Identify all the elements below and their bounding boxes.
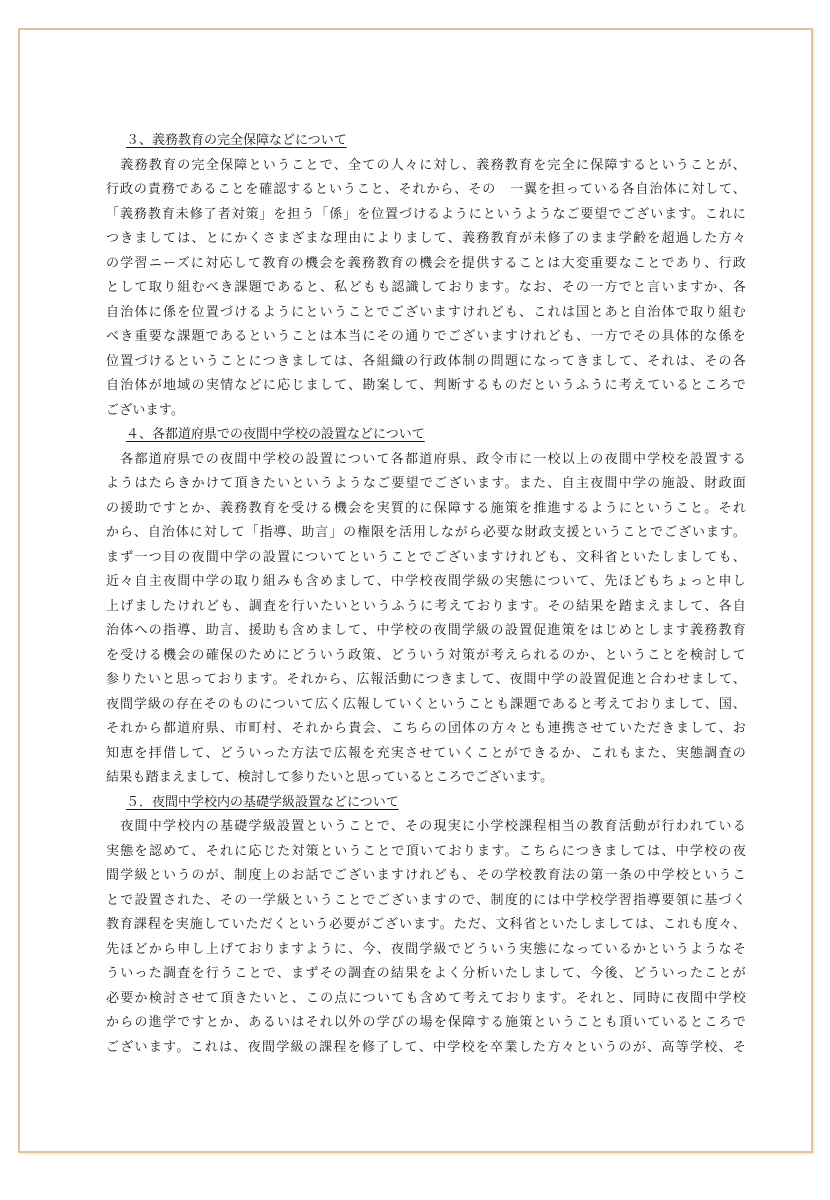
paragraph-line: べき重要な課題であるということは本当にその通りでございますけれども、一方でその具体的な係を xyxy=(106,329,746,344)
paragraph-line: 上げましたけれども、調査を行いたいというふうに考えております。その結果を踏まえまして、各自 xyxy=(106,598,746,614)
section-heading-text: ３、義務教育の完全保障などについて xyxy=(126,133,347,148)
paragraph-line: を受ける機会の確保のためにどういう政策、どういう対策が考えられるのか、ということを検討して xyxy=(106,647,746,663)
section-heading-text: ４、各都道府県での夜間中学校の設置などについて xyxy=(126,427,425,442)
document-page xyxy=(18,28,813,1153)
paragraph-line: ようはたらきかけて頂きたいというようなご要望でございます。また、自主夜間中学の施設、財政面 xyxy=(106,476,746,491)
section-heading xyxy=(106,791,746,816)
paragraph-line: 義務教育の完全保障ということで、全ての人々に対し、義務教育を完全に保障するということが、 xyxy=(106,157,746,173)
paragraph-line: 自治体に係を位置づけるようにということでございますけれども、これは国とあと自治体で取り組む xyxy=(106,304,746,320)
paragraph-line: 「義務教育未修了者対策」を担う「係」を位置づけるようにというようなご要望でございます。これに xyxy=(106,206,746,222)
paragraph-line: 必要か検討させて頂きたいと、この点についても含めて考えております。それと、同時に夜間中学校 xyxy=(106,990,746,1006)
paragraph-line: 行政の責務であることを確認するということ、それから、その 一翼を担っている各自治体に対して、 xyxy=(106,182,746,197)
section-heading xyxy=(106,423,746,448)
section-heading xyxy=(106,129,746,154)
paragraph-line: 治体への指導、助言、援助も含めまして、中学校の夜間学級の設置促進策をはじめとします義務教育 xyxy=(106,623,746,638)
paragraph-line: とで設置された、その一学級ということでございますので、制度的には中学校学習指導要領に基づく xyxy=(106,892,746,908)
paragraph-line: 自治体が地域の実情などに応じまして、勘案して、判断するものだというふうに考えているところで xyxy=(106,378,746,393)
paragraph-line: 知恵を拝借して、どういった方法で広報を充実させていくことができるか、これもまた、実態調査の xyxy=(106,745,746,761)
paragraph-line: 近々自主夜間中学の取り組みも含めまして、中学校夜間学級の実態について、先ほどもちょっと申し xyxy=(106,574,746,589)
paragraph-line: の学習ニーズに対応して教育の機会を義務教育の機会を提供することは大変重要なことであり、行政 xyxy=(106,255,746,271)
paragraph-line: それから都道府県、市町村、それから貴会、こちらの団体の方々とも連携させていただきまして、お xyxy=(106,721,746,736)
paragraph-line: として取り組むべき課題であると、私どもも認識しております。なお、その一方でと言いますか、各 xyxy=(106,280,746,295)
paragraph-line: 間学級というのが、制度上のお話でございますけれども、その学校教育法の第一条の中学校というこ xyxy=(106,868,746,883)
paragraph-line: 夜間中学校内の基礎学級設置ということで、その現実に小学校課程相当の教育活動が行われている xyxy=(106,819,746,834)
paragraph-line: 参りたいと思っております。それから、広報活動につきまして、夜間中学の設置促進と合わせまして、 xyxy=(106,672,746,687)
paragraph-line: 実態を認めて、それに応じた対策ということで頂いております。こちらにつきましては、中学校の夜 xyxy=(106,843,746,859)
paragraph-line: ございます。これは、夜間学級の課程を修了して、中学校を卒業した方々というのが、高等学校、そ xyxy=(106,1039,746,1055)
paragraph-line: 各都道府県での夜間中学校の設置について各都道府県、政令市に一校以上の夜間中学校を設置する xyxy=(106,451,746,467)
paragraph-line: 結果も踏まえまして、検討して参りたいと思っているところでございます。 xyxy=(106,770,554,785)
paragraph-line: 位置づけるということにつきましては、各組織の行政体制の問題になってきまして、それは、その各 xyxy=(106,353,746,369)
paragraph-line: つきましては、とにかくさまざまな理由によりまして、義務教育が未修了のまま学齢を超過した方々 xyxy=(106,231,746,246)
paragraph-line: の援助ですとか、義務教育を受ける機会を実質的に保障する施策を推進するようにということ。それ xyxy=(106,500,746,516)
paragraph-line: 教育課程を実施していただくという必要がございます。ただ、文科省といたしましては、これも度々、 xyxy=(106,917,746,932)
paragraph-line: まず一つ目の夜間中学の設置についてということでございますけれども、文科省といたしましても、 xyxy=(106,549,746,565)
paragraph-line: 夜間学級の存在そのものについて広く広報していくということも課題であると考えておりまして、国、 xyxy=(106,696,746,712)
paragraph-line: から、自治体に対して「指導、助言」の権限を活用しながら必要な財政支援ということでございます。 xyxy=(106,525,746,540)
paragraph-line: からの進学ですとか、あるいはそれ以外の学びの場を保障する施策ということも頂いているところで xyxy=(106,1015,746,1030)
document-body xyxy=(106,129,746,1060)
paragraph-line: ういった調査を行うことで、まずその調査の結果をよく分析いたしまして、今後、どういったことが xyxy=(106,966,746,981)
paragraph-line: 先ほどから申し上げておりますように、今、夜間学級でどういう実態になっているかというようなそ xyxy=(106,941,746,957)
paragraph-line: ございます。 xyxy=(106,402,185,418)
section-heading-text: ５．夜間中学校内の基礎学級設置などについて xyxy=(126,794,399,810)
